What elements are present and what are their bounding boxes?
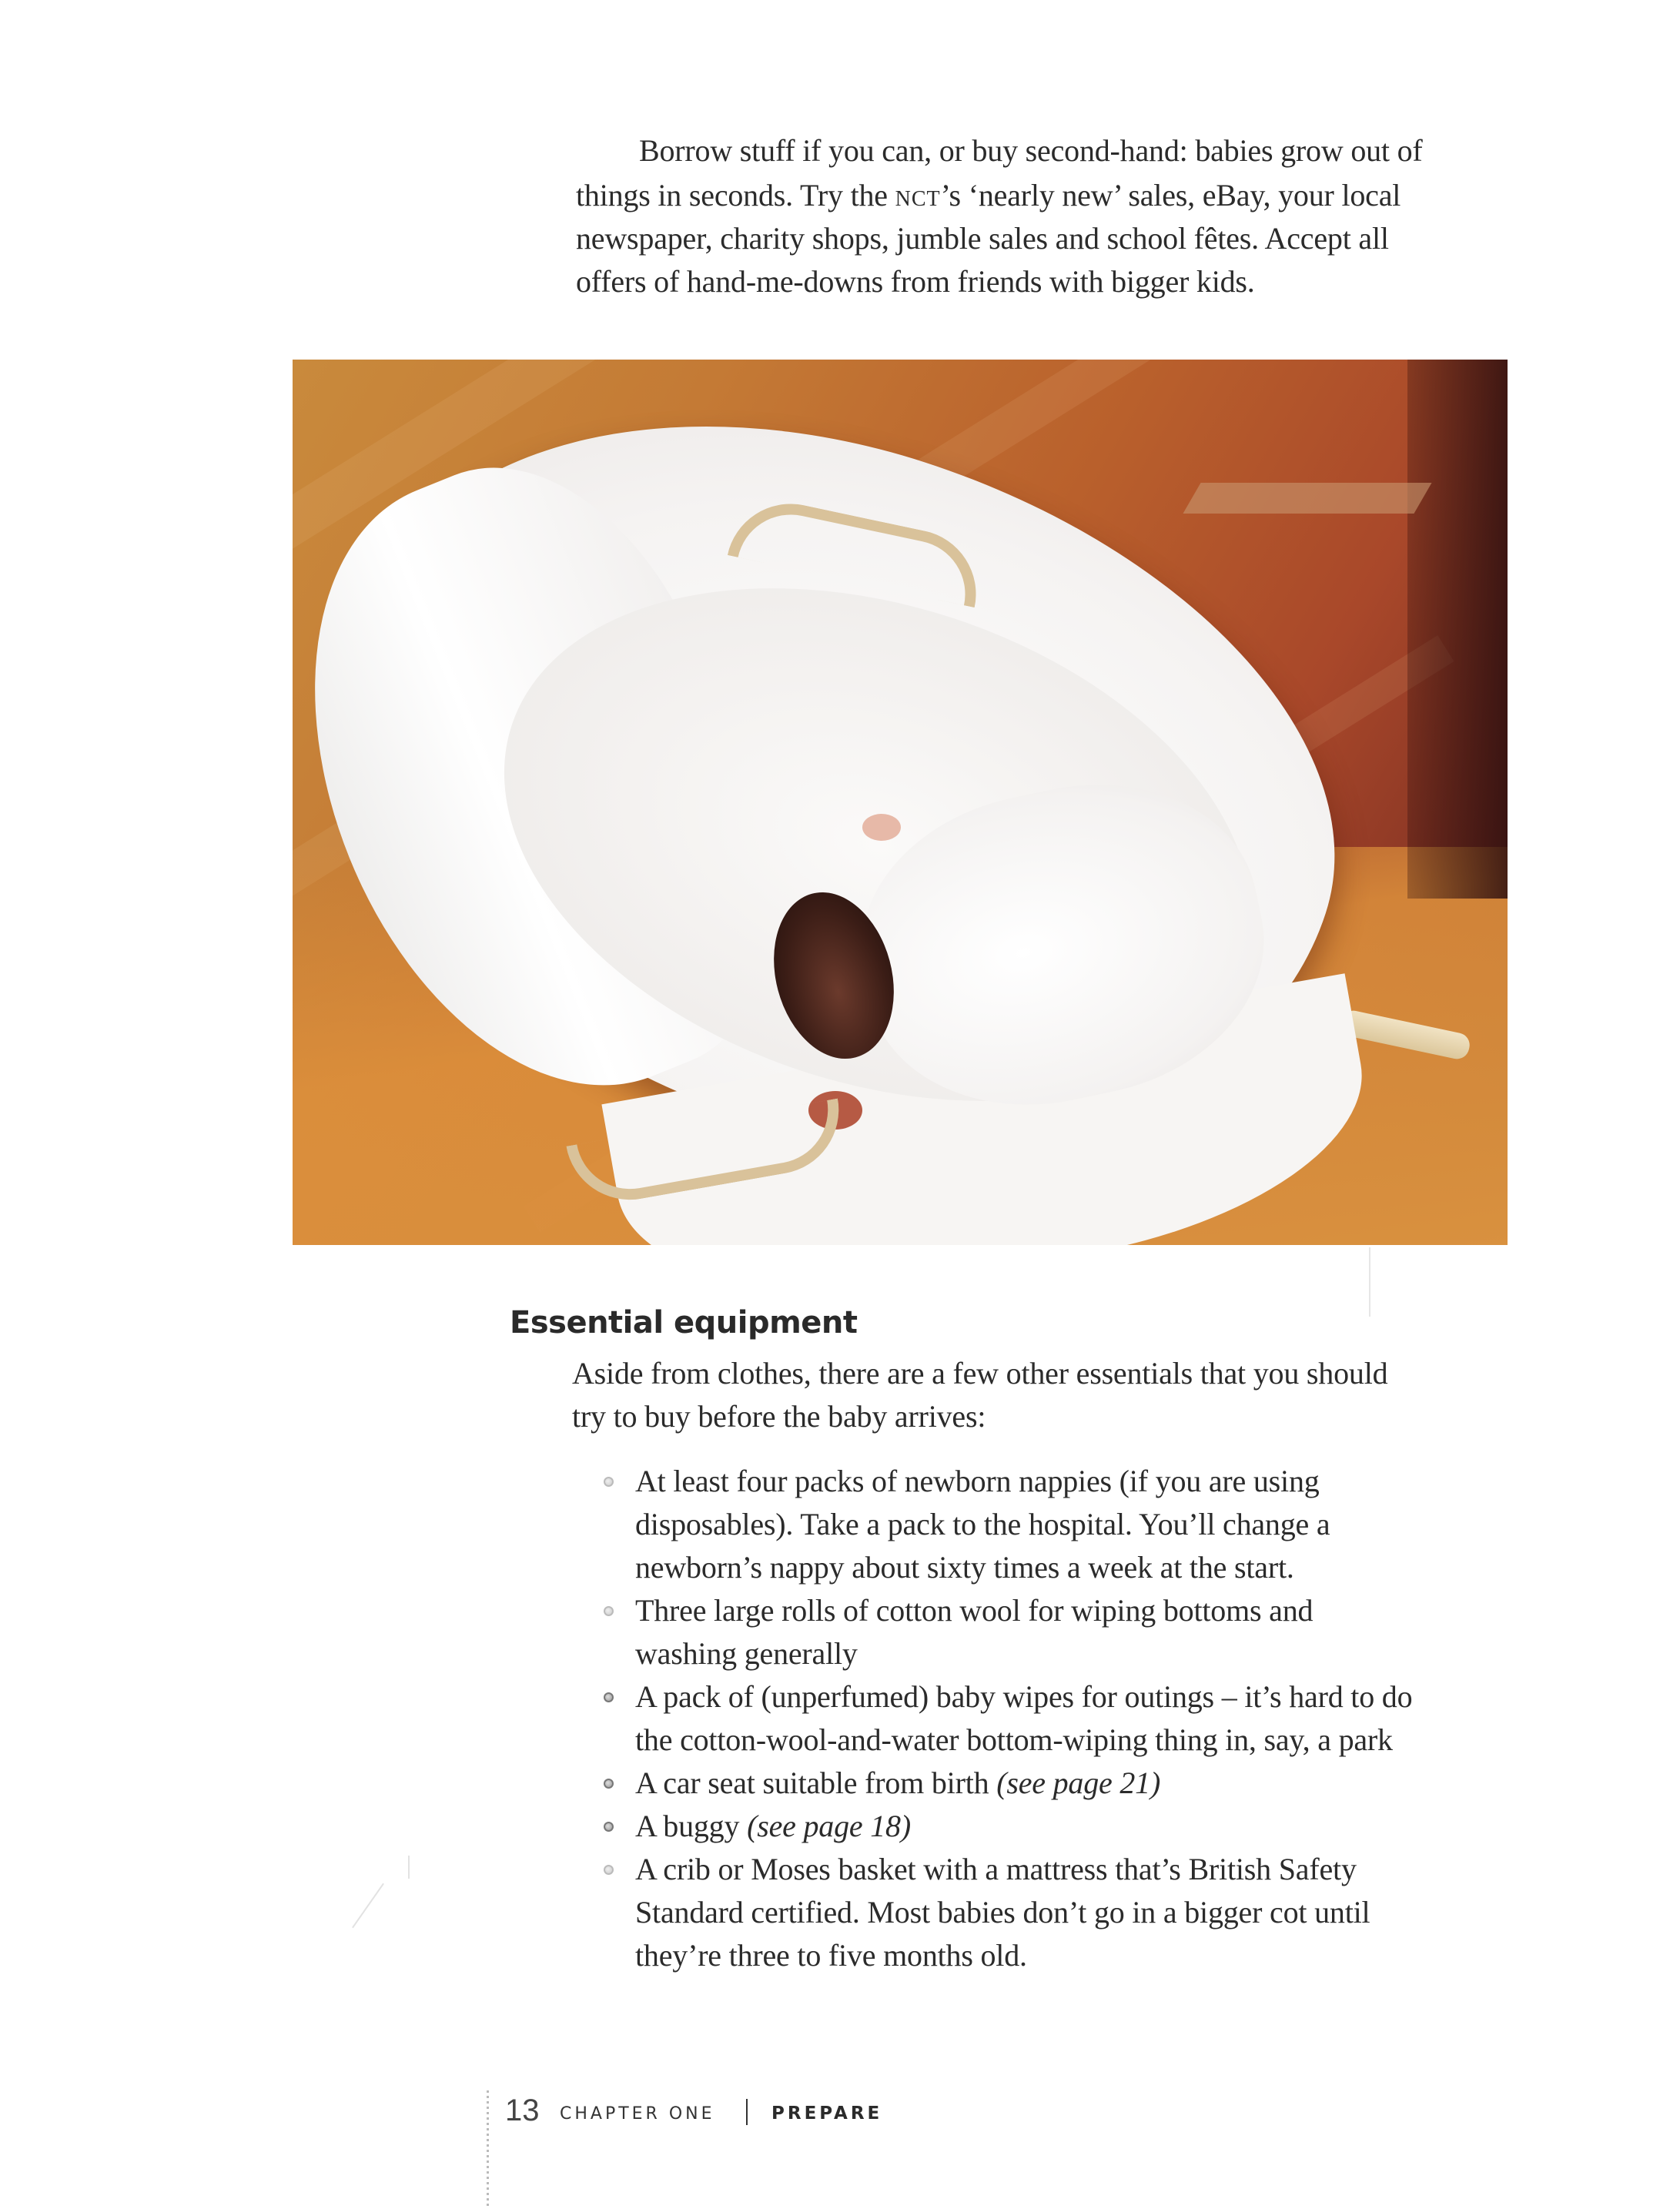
skirting-board: [1183, 483, 1431, 514]
page-reference: (see page 21): [996, 1766, 1161, 1800]
list-item-line: At least four packs of newborn nappies (if you are using: [635, 1464, 1320, 1498]
margin-dotted-line: [487, 2090, 489, 2209]
bullet-icon: [604, 1865, 614, 1875]
scan-artifact: [352, 1883, 384, 1928]
section-label: PREPARE: [771, 2104, 883, 2124]
section-intro-line-1: Aside from clothes, there are a few other essentials that you should: [572, 1356, 1388, 1391]
bullet-icon: [604, 1606, 614, 1616]
list-item-text: A buggy: [635, 1809, 748, 1843]
list-item-line: A crib or Moses basket with a mattress that’s British Safety: [635, 1852, 1357, 1886]
section-intro-line-2: try to buy before the baby arrives:: [572, 1399, 986, 1434]
list-item-line: newborn’s nappy about sixty times a week at the start.: [635, 1550, 1294, 1585]
scan-artifact: [1369, 1247, 1370, 1317]
list-item-line: [635, 1762, 1160, 1805]
intro-line-4: offers of hand-me-downs from friends with bigger kids.: [576, 264, 1255, 299]
footer-separator: [746, 2099, 748, 2125]
list-item-line: washing generally: [635, 1636, 858, 1671]
page-number: 13: [505, 2094, 540, 2127]
bullet-icon: [604, 1692, 614, 1702]
intro-line-2: [576, 174, 1401, 217]
intro-line-2-start: things in seconds. Try the: [576, 178, 895, 213]
dark-corner: [1407, 360, 1508, 899]
list-item-line: Standard certified. Most babies don’t go in a bigger cot until: [635, 1895, 1370, 1930]
intro-line-3: newspaper, charity shops, jumble sales and school fêtes. Accept all: [576, 221, 1389, 256]
list-item-line: A pack of (unperfumed) baby wipes for outings – it’s hard to do: [635, 1679, 1413, 1714]
list-item-line: Three large rolls of cotton wool for wiping bottoms and: [635, 1593, 1314, 1628]
bullet-icon: [604, 1477, 614, 1487]
list-item-line: they’re three to five months old.: [635, 1938, 1027, 1973]
moses-basket-photo: [293, 360, 1508, 1245]
intro-line-1: Borrow stuff if you can, or buy second-hand: babies grow out of: [639, 133, 1423, 168]
list-item-text: A car seat suitable from birth: [635, 1766, 997, 1800]
list-item-line: disposables). Take a pack to the hospital. You’ll change a: [635, 1507, 1330, 1541]
scan-artifact: [408, 1856, 410, 1879]
list-item-line: the cotton-wool-and-water bottom-wiping thing in, say, a park: [635, 1722, 1393, 1757]
bullet-icon: [604, 1779, 614, 1789]
baby-hand: [862, 814, 901, 841]
bullet-icon: [604, 1822, 614, 1832]
nct-abbreviation: nct: [895, 178, 941, 213]
section-heading: Essential equipment: [510, 1305, 858, 1340]
list-item-line: [635, 1805, 911, 1848]
intro-line-2-rest: ’s ‘nearly new’ sales, eBay, your local: [940, 178, 1401, 213]
page-reference: (see page 18): [747, 1809, 911, 1843]
chapter-label: CHAPTER ONE: [560, 2104, 715, 2124]
